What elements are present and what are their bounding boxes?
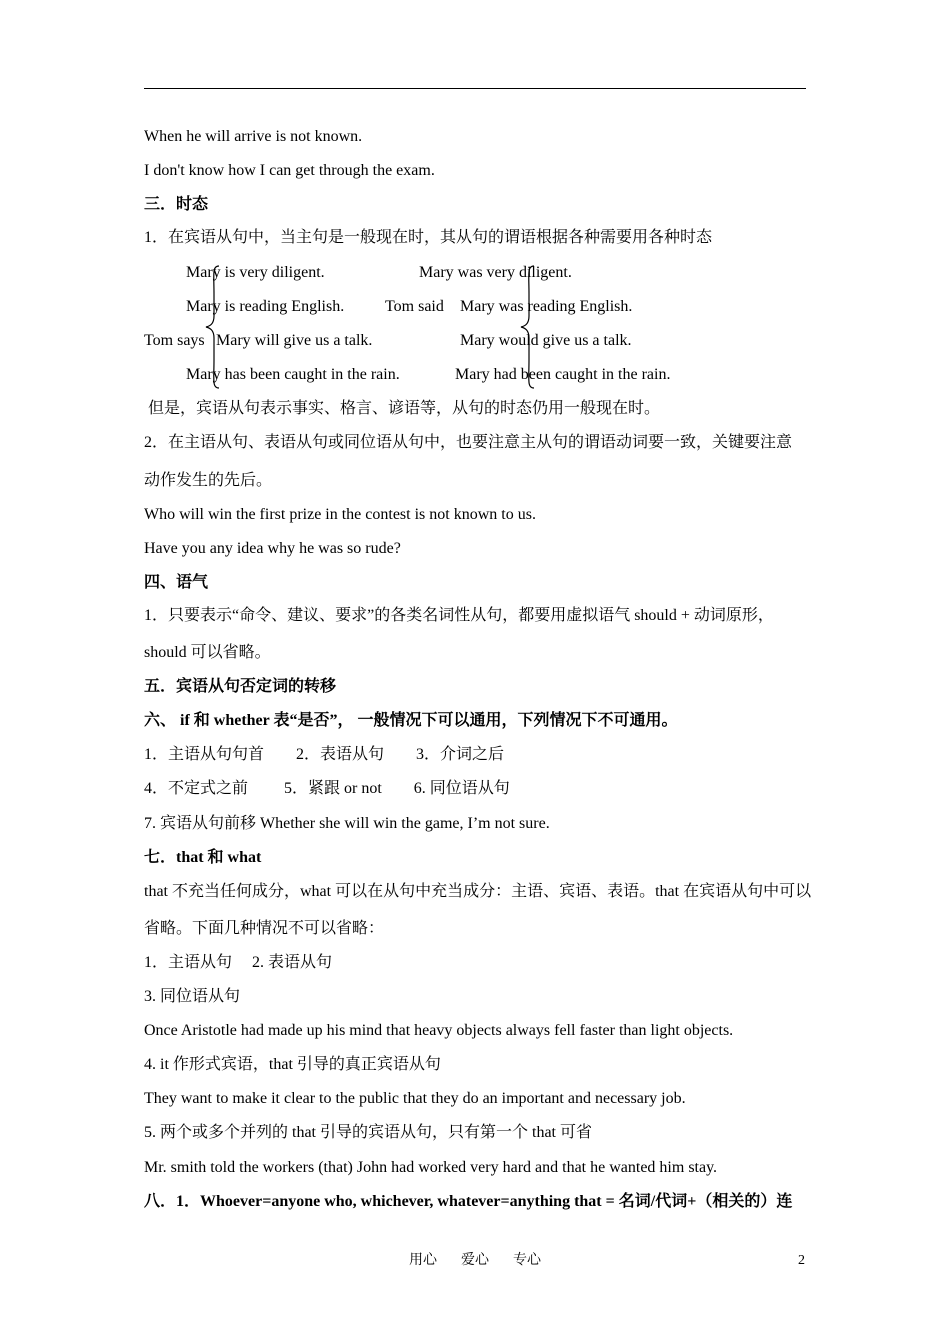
example-sentence: Once Aristotle had made up his mind that heavy objects always fell faster than light objects. [144,1022,734,1039]
main-clause-said: Tom said [385,298,444,315]
main-clause-says: Tom says [144,332,205,349]
list-line: 3. 同位语从句 [144,988,241,1005]
left-brace [203,264,221,390]
paragraph: that 不充当任何成分，what 可以在从句中充当成分：主语、宾语、表语。that 在宾语从句中可以 [144,883,812,900]
example-right: Mary was very diligent. [419,264,572,281]
section-heading: 四、语气 [144,574,209,591]
example-right: Mary would give us a talk. [460,332,632,349]
section-heading: 六、 if 和 whether 表“是否”， 一般情况下可以通用，下列情况下不可通用。 [144,712,678,729]
paragraph: 1．在宾语从句中，当主句是一般现在时，其从句的谓语根据各种需要用各种时态 [144,229,713,246]
example-sentence: Mr. smith told the workers (that) John had worked very hard and that he wanted him stay. [144,1159,718,1176]
paragraph: 2．在主语从句、表语从句或同位语从句中，也要注意主从句的谓语动词要一致，关键要注意 [144,434,793,451]
header-rule [144,88,806,89]
example-sentence: Who will win the first prize in the contest is not known to us. [144,506,536,523]
example-left: Mary is reading English. [186,298,345,315]
example-sentence: I don't know how I can get through the exam. [144,162,435,179]
paragraph: 省略。下面几种情况不可以省略： [144,920,385,937]
paragraph: 但是，宾语从句表示事实、格言、谚语等，从句的时态仍用一般现在时。 [148,400,661,417]
list-line: 4．不定式之前 5．紧跟 or not 6. 同位语从句 [144,780,510,797]
example-left: Mary will give us a talk. [216,332,373,349]
page-footer [0,1252,950,1270]
paragraph: should 可以省略。 [144,644,271,661]
right-brace [518,264,536,390]
list-line: 5. 两个或多个并列的 that 引导的宾语从句，只有第一个 that 可省 [144,1124,592,1141]
section-heading: 五．宾语从句否定词的转移 [144,678,337,695]
example-left: Mary has been caught in the rain. [186,366,400,383]
paragraph: 动作发生的先后。 [144,472,273,489]
list-line: 4. it 作形式宾语，that 引导的真正宾语从句 [144,1056,441,1073]
page-number: 2 [798,1253,805,1268]
section-heading: 八．1．Whoever=anyone who, whichever, whatever=anything that = 名词/代词+（相关的）连 [144,1193,793,1210]
example-right: Mary had been caught in the rain. [455,366,671,383]
footer-text: 专心 [513,1253,541,1268]
example-sentence: When he will arrive is not known. [144,128,363,145]
paragraph: 1．只要表示“命令、建议、要求”的各类名词性从句，都要用虚拟语气 should + 动词原形， [144,607,774,624]
example-left: Mary is very diligent. [186,264,325,281]
list-line: 7. 宾语从句前移 Whether she will win the game, I’m not sure. [144,815,550,832]
section-heading: 三．时态 [144,196,209,213]
example-right: Mary was reading English. [460,298,633,315]
example-sentence: Have you any idea why he was so rude? [144,540,401,557]
footer-text: 爱心 [461,1253,489,1268]
list-line: 1．主语从句句首 2．表语从句 3．介词之后 [144,746,505,763]
example-sentence: They want to make it clear to the public that they do an important and necessary job. [144,1090,686,1107]
list-line: 1．主语从句 2. 表语从句 [144,954,333,971]
section-heading: 七．that 和 what [144,849,262,866]
footer-text: 用心 [409,1253,437,1268]
